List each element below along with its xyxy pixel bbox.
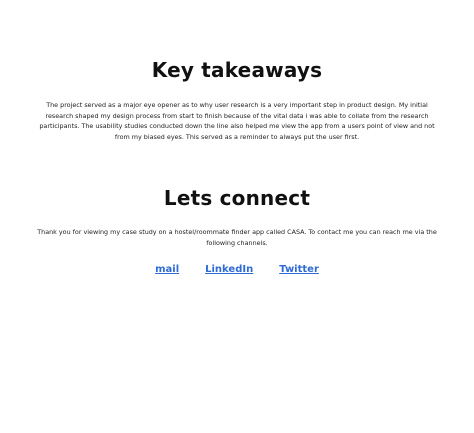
- linkedin-link[interactable]: LinkedIn: [205, 264, 254, 275]
- mail-link[interactable]: mail: [155, 264, 180, 275]
- twitter-link[interactable]: Twitter: [279, 264, 319, 275]
- lets-connect-heading: Lets connect: [163, 186, 311, 210]
- lets-connect-section: [0, 186, 474, 275]
- key-takeaways-paragraph: The project served as a major eye opener as to why user research is a very important step in product design. My initial research shaped my design process from start to finish because of the vital data i was able to collate from the research participants. The usability studies conducted down the line also helped me view the app from a users point of view and not from my biased eyes. This served as a reminder to always put the user first.: [39, 101, 435, 141]
- lets-connect-paragraph: Thank you for viewing my case study on a hostel/roommate finder app called CASA. To contact me you can reach me via the following channels.: [37, 228, 437, 247]
- contact-links: [0, 264, 474, 275]
- key-takeaways-heading: Key takeaways: [151, 58, 323, 82]
- key-takeaways-section: [0, 58, 474, 142]
